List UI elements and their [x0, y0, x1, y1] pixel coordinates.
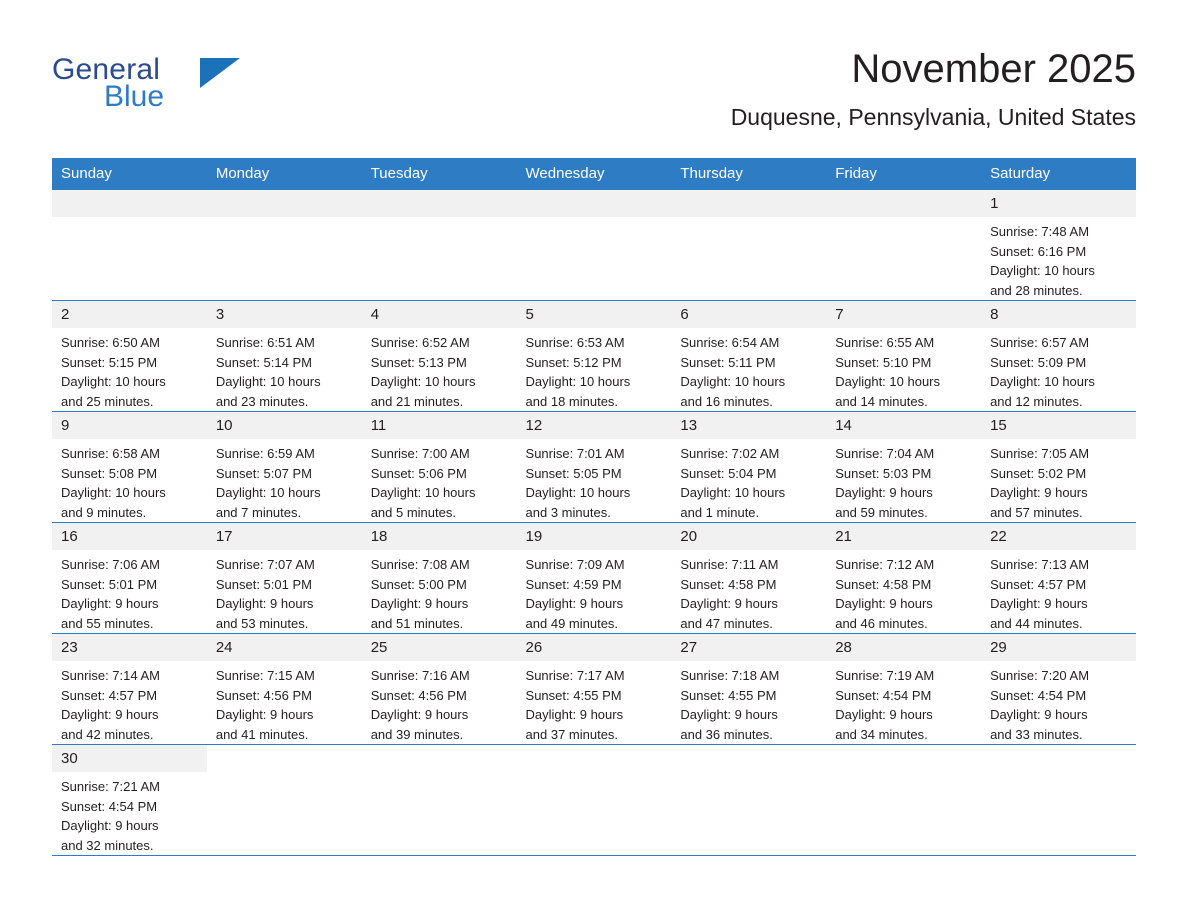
sunset-text: Sunset: 5:03 PM: [835, 465, 932, 481]
sunrise-text: Sunrise: 7:11 AM: [680, 557, 779, 572]
day-number: [52, 190, 207, 217]
sunset-text: Sunset: 5:02 PM: [990, 465, 1087, 481]
daylight-text: and 14 minutes.: [835, 393, 928, 409]
sunrise-text: Sunrise: 7:18 AM: [680, 668, 780, 683]
day-details: [207, 550, 362, 633]
sunrise-text: Sunrise: 6:57 AM: [990, 335, 1090, 350]
calendar-day-cell[interactable]: [52, 301, 207, 412]
day-details: [362, 661, 517, 744]
daylight-text: Daylight: 9 hours: [525, 596, 624, 611]
calendar-empty-cell: [671, 190, 826, 301]
daylight-text: Daylight: 10 hours: [680, 485, 786, 500]
day-number: 27: [671, 634, 826, 661]
sunset-text: Sunset: 4:58 PM: [680, 576, 777, 592]
daylight-text: and 9 minutes.: [61, 504, 147, 520]
sunset-text: Sunset: 5:06 PM: [370, 465, 467, 481]
day-details: [362, 439, 517, 522]
sunrise-text: Sunrise: 7:04 AM: [835, 446, 935, 461]
day-details: [981, 661, 1136, 744]
sunset-text: Sunset: 5:15 PM: [61, 354, 158, 370]
daylight-text: Daylight: 9 hours: [835, 707, 933, 722]
sunrise-text: Sunrise: 7:08 AM: [370, 557, 470, 572]
day-number: 5: [517, 301, 672, 328]
location-subtitle: Duquesne, Pennsylvania, United States: [730, 104, 1136, 130]
calendar-day-cell[interactable]: [517, 412, 672, 523]
sunset-text: Sunset: 4:55 PM: [525, 687, 622, 703]
daylight-text: and 37 minutes.: [525, 726, 619, 742]
day-number: 29: [981, 634, 1136, 661]
calendar-day-cell[interactable]: [517, 523, 672, 634]
day-details: [517, 661, 672, 744]
sunset-text: Sunset: 5:13 PM: [370, 354, 467, 370]
sunrise-text: Sunrise: 6:51 AM: [215, 335, 315, 350]
calendar-day-cell[interactable]: [671, 412, 826, 523]
sunset-text: Sunset: 4:54 PM: [990, 687, 1087, 703]
weekday-header-row: [52, 158, 1136, 190]
day-details: [826, 550, 981, 633]
daylight-text: Daylight: 9 hours: [525, 707, 624, 722]
sunrise-text: Sunrise: 7:17 AM: [525, 668, 625, 683]
daylight-text: and 33 minutes.: [990, 726, 1083, 742]
calendar-day-cell[interactable]: [981, 523, 1136, 634]
calendar-day-cell[interactable]: [826, 523, 981, 634]
day-details: [826, 661, 981, 744]
sunrise-text: Sunrise: 7:15 AM: [215, 668, 315, 683]
day-number: 17: [207, 523, 362, 550]
day-number: 1: [981, 190, 1136, 217]
sunset-text: Sunset: 5:08 PM: [61, 465, 158, 481]
day-number: [207, 745, 362, 772]
calendar-empty-cell: [517, 190, 672, 301]
day-details: [52, 328, 207, 411]
sunset-text: Sunset: 5:00 PM: [370, 576, 467, 592]
weekday-header-wednesday: Wednesday: [517, 158, 672, 190]
sunset-text: Sunset: 4:57 PM: [61, 687, 158, 703]
day-number: 2: [52, 301, 207, 328]
sunset-text: Sunset: 4:59 PM: [525, 576, 622, 592]
day-number: 24: [207, 634, 362, 661]
calendar-empty-cell: [207, 745, 362, 856]
title-block: [731, 44, 1136, 132]
day-number: 7: [826, 301, 981, 328]
calendar-week-row: [52, 745, 1136, 856]
day-number: [362, 190, 517, 217]
daylight-text: Daylight: 9 hours: [61, 707, 159, 722]
sunrise-text: Sunrise: 7:06 AM: [61, 557, 160, 572]
day-number: 22: [981, 523, 1136, 550]
daylight-text: Daylight: 10 hours: [990, 374, 1095, 389]
day-details: [362, 328, 517, 411]
daylight-text: Daylight: 10 hours: [370, 374, 476, 389]
sunset-text: Sunset: 4:54 PM: [835, 687, 932, 703]
sunrise-text: Sunrise: 7:16 AM: [370, 668, 470, 683]
sunset-text: Sunset: 4:54 PM: [61, 798, 158, 814]
sunrise-text: Sunrise: 7:09 AM: [525, 557, 625, 572]
calendar-day-cell[interactable]: [52, 523, 207, 634]
day-details: [826, 328, 981, 411]
calendar-day-cell[interactable]: [362, 412, 517, 523]
calendar-day-cell[interactable]: [981, 412, 1136, 523]
calendar-day-cell[interactable]: [207, 523, 362, 634]
calendar-day-cell[interactable]: [362, 301, 517, 412]
day-number: [517, 745, 672, 772]
calendar-day-cell[interactable]: [52, 745, 207, 856]
daylight-text: Daylight: 10 hours: [835, 374, 940, 389]
sunrise-text: Sunrise: 7:13 AM: [990, 557, 1090, 572]
logo-text-blue: Blue: [104, 80, 165, 113]
sunrise-text: Sunrise: 6:54 AM: [680, 335, 780, 350]
day-number: 15: [981, 412, 1136, 439]
calendar-day-cell[interactable]: [362, 634, 517, 745]
day-number: 12: [517, 412, 672, 439]
daylight-text: Daylight: 9 hours: [215, 596, 314, 611]
day-details: [826, 439, 981, 522]
sunrise-text: Sunrise: 7:19 AM: [835, 668, 935, 683]
daylight-text: Daylight: 10 hours: [680, 374, 786, 389]
day-number: 25: [362, 634, 517, 661]
daylight-text: and 39 minutes.: [370, 726, 464, 742]
calendar-day-cell[interactable]: [671, 301, 826, 412]
day-details: [517, 550, 672, 633]
day-number: [671, 190, 826, 217]
calendar-empty-cell: [826, 745, 981, 856]
sunrise-sunset-calendar: [52, 158, 1136, 856]
sunset-text: Sunset: 5:01 PM: [215, 576, 312, 592]
calendar-day-cell[interactable]: [207, 301, 362, 412]
day-number: 3: [207, 301, 362, 328]
day-number: 26: [517, 634, 672, 661]
daylight-text: Daylight: 10 hours: [990, 263, 1095, 278]
day-number: 23: [52, 634, 207, 661]
sunset-text: Sunset: 4:56 PM: [215, 687, 312, 703]
day-details: [981, 328, 1136, 411]
weekday-header-tuesday: Tuesday: [362, 158, 517, 190]
day-number: [207, 190, 362, 217]
day-number: 14: [826, 412, 981, 439]
sunrise-text: Sunrise: 7:21 AM: [61, 779, 160, 794]
calendar-empty-cell: [517, 745, 672, 856]
weekday-header-sunday: Sunday: [52, 158, 207, 190]
daylight-text: and 1 minute.: [680, 504, 760, 520]
weekday-header-thursday: Thursday: [671, 158, 826, 190]
daylight-text: Daylight: 9 hours: [835, 596, 933, 611]
daylight-text: Daylight: 9 hours: [990, 485, 1088, 500]
calendar-empty-cell: [671, 745, 826, 856]
sunset-text: Sunset: 5:07 PM: [215, 465, 312, 481]
daylight-text: and 47 minutes.: [680, 615, 773, 631]
day-details: [207, 328, 362, 411]
sunset-text: Sunset: 5:04 PM: [680, 465, 777, 481]
daylight-text: and 59 minutes.: [835, 504, 928, 520]
sunrise-text: Sunrise: 7:48 AM: [990, 224, 1090, 239]
sunrise-text: Sunrise: 6:53 AM: [525, 335, 625, 350]
sunset-text: Sunset: 4:56 PM: [370, 687, 467, 703]
daylight-text: and 3 minutes.: [525, 504, 611, 520]
sunrise-text: Sunrise: 6:59 AM: [215, 446, 315, 461]
day-number: 11: [362, 412, 517, 439]
calendar-day-cell[interactable]: [981, 634, 1136, 745]
day-number: 8: [981, 301, 1136, 328]
daylight-text: and 21 minutes.: [370, 393, 464, 409]
sunrise-text: Sunrise: 7:02 AM: [680, 446, 780, 461]
daylight-text: Daylight: 9 hours: [835, 485, 933, 500]
day-details: [671, 550, 826, 633]
calendar-body: [52, 190, 1136, 856]
sunrise-text: Sunrise: 6:58 AM: [61, 446, 160, 461]
day-details: [671, 661, 826, 744]
calendar-week-row: [52, 634, 1136, 745]
daylight-text: and 23 minutes.: [215, 393, 309, 409]
daylight-text: and 5 minutes.: [370, 504, 456, 520]
daylight-text: and 34 minutes.: [835, 726, 928, 742]
day-details: [517, 439, 672, 522]
sunset-text: Sunset: 5:11 PM: [680, 354, 776, 370]
daylight-text: Daylight: 9 hours: [370, 707, 469, 722]
daylight-text: Daylight: 9 hours: [990, 707, 1088, 722]
daylight-text: Daylight: 9 hours: [61, 818, 159, 833]
calendar-day-cell[interactable]: [517, 634, 672, 745]
calendar-empty-cell: [362, 745, 517, 856]
logo-text-general: General: [52, 53, 161, 86]
calendar-empty-cell: [981, 745, 1136, 856]
daylight-text: Daylight: 10 hours: [525, 374, 631, 389]
daylight-text: and 36 minutes.: [680, 726, 773, 742]
daylight-text: Daylight: 10 hours: [61, 485, 166, 500]
day-number: 6: [671, 301, 826, 328]
calendar-empty-cell: [362, 190, 517, 301]
daylight-text: and 51 minutes.: [370, 615, 464, 631]
daylight-text: and 55 minutes.: [61, 615, 154, 631]
sunset-text: Sunset: 5:14 PM: [215, 354, 312, 370]
daylight-text: Daylight: 10 hours: [370, 485, 476, 500]
day-number: 13: [671, 412, 826, 439]
day-details: [362, 550, 517, 633]
day-number: 18: [362, 523, 517, 550]
sunset-text: Sunset: 4:55 PM: [680, 687, 777, 703]
daylight-text: Daylight: 10 hours: [61, 374, 166, 389]
daylight-text: Daylight: 9 hours: [61, 596, 159, 611]
daylight-text: and 16 minutes.: [680, 393, 773, 409]
sunrise-text: Sunrise: 7:07 AM: [215, 557, 315, 572]
sunset-text: Sunset: 5:10 PM: [835, 354, 932, 370]
day-details: [52, 772, 207, 855]
sunset-text: Sunset: 5:01 PM: [61, 576, 158, 592]
daylight-text: and 25 minutes.: [61, 393, 154, 409]
daylight-text: Daylight: 10 hours: [215, 485, 321, 500]
sunset-text: Sunset: 5:05 PM: [525, 465, 622, 481]
calendar-day-cell[interactable]: [207, 412, 362, 523]
day-number: [671, 745, 826, 772]
sunset-text: Sunset: 4:57 PM: [990, 576, 1087, 592]
sunset-text: Sunset: 5:12 PM: [525, 354, 622, 370]
day-number: [826, 190, 981, 217]
day-number: [826, 745, 981, 772]
daylight-text: Daylight: 9 hours: [680, 707, 778, 722]
daylight-text: and 46 minutes.: [835, 615, 928, 631]
daylight-text: Daylight: 10 hours: [525, 485, 631, 500]
day-number: 30: [52, 745, 207, 772]
day-number: 4: [362, 301, 517, 328]
sunrise-text: Sunrise: 7:20 AM: [990, 668, 1090, 683]
daylight-text: and 49 minutes.: [525, 615, 619, 631]
day-details: [671, 439, 826, 522]
calendar-week-row: [52, 190, 1136, 301]
day-details: [52, 550, 207, 633]
sunset-text: Sunset: 5:09 PM: [990, 354, 1087, 370]
weekday-header-friday: Friday: [826, 158, 981, 190]
weekday-header-monday: Monday: [207, 158, 362, 190]
day-details: [981, 439, 1136, 522]
daylight-text: and 53 minutes.: [215, 615, 309, 631]
day-number: 9: [52, 412, 207, 439]
day-number: [517, 190, 672, 217]
daylight-text: and 28 minutes.: [990, 282, 1083, 298]
day-number: [362, 745, 517, 772]
daylight-text: Daylight: 9 hours: [370, 596, 469, 611]
calendar-day-cell[interactable]: [981, 301, 1136, 412]
day-number: 28: [826, 634, 981, 661]
calendar-day-cell[interactable]: [52, 412, 207, 523]
day-details: [207, 661, 362, 744]
day-details: [52, 439, 207, 522]
blue-triangle-icon: [200, 58, 240, 88]
sunrise-text: Sunrise: 7:01 AM: [525, 446, 625, 461]
daylight-text: Daylight: 10 hours: [215, 374, 321, 389]
daylight-text: and 42 minutes.: [61, 726, 154, 742]
sunset-text: Sunset: 6:16 PM: [990, 243, 1087, 259]
calendar-day-cell[interactable]: [826, 412, 981, 523]
daylight-text: and 57 minutes.: [990, 504, 1083, 520]
calendar-day-cell[interactable]: [517, 301, 672, 412]
day-number: 16: [52, 523, 207, 550]
sunrise-text: Sunrise: 6:52 AM: [370, 335, 470, 350]
calendar-day-cell[interactable]: [207, 634, 362, 745]
weekday-header-saturday: Saturday: [981, 158, 1136, 190]
day-number: 10: [207, 412, 362, 439]
daylight-text: and 41 minutes.: [215, 726, 309, 742]
day-number: 20: [671, 523, 826, 550]
calendar-week-row: [52, 301, 1136, 412]
sunrise-text: Sunrise: 7:14 AM: [61, 668, 160, 683]
calendar-week-row: [52, 412, 1136, 523]
sunrise-text: Sunrise: 7:00 AM: [370, 446, 470, 461]
day-number: [981, 745, 1136, 772]
sunrise-text: Sunrise: 6:55 AM: [835, 335, 935, 350]
calendar-day-cell[interactable]: [826, 634, 981, 745]
calendar-empty-cell: [826, 190, 981, 301]
daylight-text: and 12 minutes.: [990, 393, 1083, 409]
sunrise-text: Sunrise: 7:12 AM: [835, 557, 935, 572]
day-details: [52, 661, 207, 744]
general-blue-logo: [52, 44, 282, 112]
daylight-text: and 18 minutes.: [525, 393, 619, 409]
calendar-week-row: [52, 523, 1136, 634]
calendar-day-cell[interactable]: [52, 634, 207, 745]
day-details: [207, 439, 362, 522]
sunset-text: Sunset: 4:58 PM: [835, 576, 932, 592]
day-number: 21: [826, 523, 981, 550]
page-header: [52, 44, 1136, 140]
daylight-text: and 32 minutes.: [61, 837, 154, 853]
daylight-text: Daylight: 9 hours: [680, 596, 778, 611]
calendar-day-cell[interactable]: [981, 190, 1136, 301]
day-details: [671, 328, 826, 411]
calendar-empty-cell: [52, 190, 207, 301]
page-title: November 2025: [851, 47, 1136, 91]
daylight-text: and 44 minutes.: [990, 615, 1083, 631]
day-number: 19: [517, 523, 672, 550]
sunrise-text: Sunrise: 7:05 AM: [990, 446, 1090, 461]
calendar-day-cell[interactable]: [362, 523, 517, 634]
day-details: [517, 328, 672, 411]
daylight-text: and 7 minutes.: [215, 504, 302, 520]
sunrise-text: Sunrise: 6:50 AM: [61, 335, 160, 350]
day-details: [981, 550, 1136, 633]
daylight-text: Daylight: 9 hours: [990, 596, 1088, 611]
calendar-day-cell[interactable]: [671, 634, 826, 745]
day-details: [981, 217, 1136, 300]
daylight-text: Daylight: 9 hours: [215, 707, 314, 722]
calendar-day-cell[interactable]: [826, 301, 981, 412]
calendar-empty-cell: [207, 190, 362, 301]
calendar-day-cell[interactable]: [671, 523, 826, 634]
